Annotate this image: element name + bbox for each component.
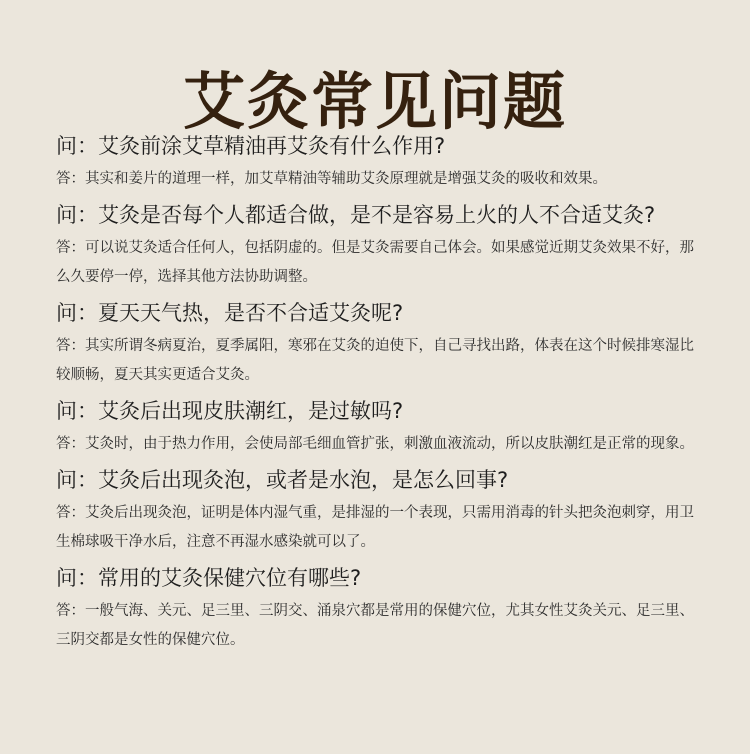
faq-question: 问：艾灸后出现灸泡，或者是水泡，是怎么回事? [56,468,509,492]
faq-question: 问：艾灸是否每个人都适合做，是不是容易上火的人不合适艾灸? [56,203,656,227]
faq-question: 问：常用的艾灸保健穴位有哪些? [56,566,362,590]
faq-list [56,127,706,657]
faq-answer: 答：可以说艾灸适合任何人，包括阴虚的。但是艾灸需要自己体会。如果感觉近期艾灸效果不好，那么久要停一停，选择其他方法协助调整。 [56,240,694,285]
faq-item-3 [56,294,706,390]
faq-answer: 答：艾灸时，由于热力作用，会使局部毛细血管扩张，刺激血液流动，所以皮肤潮红是正常的现象。 [56,436,694,452]
faq-answer: 答：其实所谓冬病夏治，夏季属阳，寒邪在艾灸的迫使下，自己寻找出路，体表在这个时候排寒湿比较顺畅，夏天其实更适合艾灸。 [56,338,694,383]
faq-item-5 [56,461,706,557]
faq-item-2 [56,196,706,292]
faq-question: 问：艾灸后出现皮肤潮红，是过敏吗? [56,399,404,423]
faq-answer: 答：其实和姜片的道理一样，加艾草精油等辅助艾灸原理就是增强艾灸的吸收和效果。 [56,171,607,187]
faq-question: 问：艾灸前涂艾草精油再艾灸有什么作用? [56,134,446,158]
faq-item-1 [56,127,706,194]
faq-answer: 答：一般气海、关元、足三里、三阴交、涌泉穴都是常用的保健穴位，尤其女性艾灸关元、足三里、三阴交都是女性的保健穴位。 [56,603,694,648]
faq-item-4 [56,392,706,459]
page-title: 艾灸常见问题 [182,64,567,138]
faq-item-6 [56,559,706,655]
faq-question: 问：夏天天气热，是否不合适艾灸呢? [56,301,404,325]
faq-answer: 答：艾灸后出现灸泡，证明是体内湿气重，是排湿的一个表现，只需用消毒的针头把灸泡刺穿，用卫生棉球吸干净水后，注意不再湿水感染就可以了。 [56,505,694,550]
